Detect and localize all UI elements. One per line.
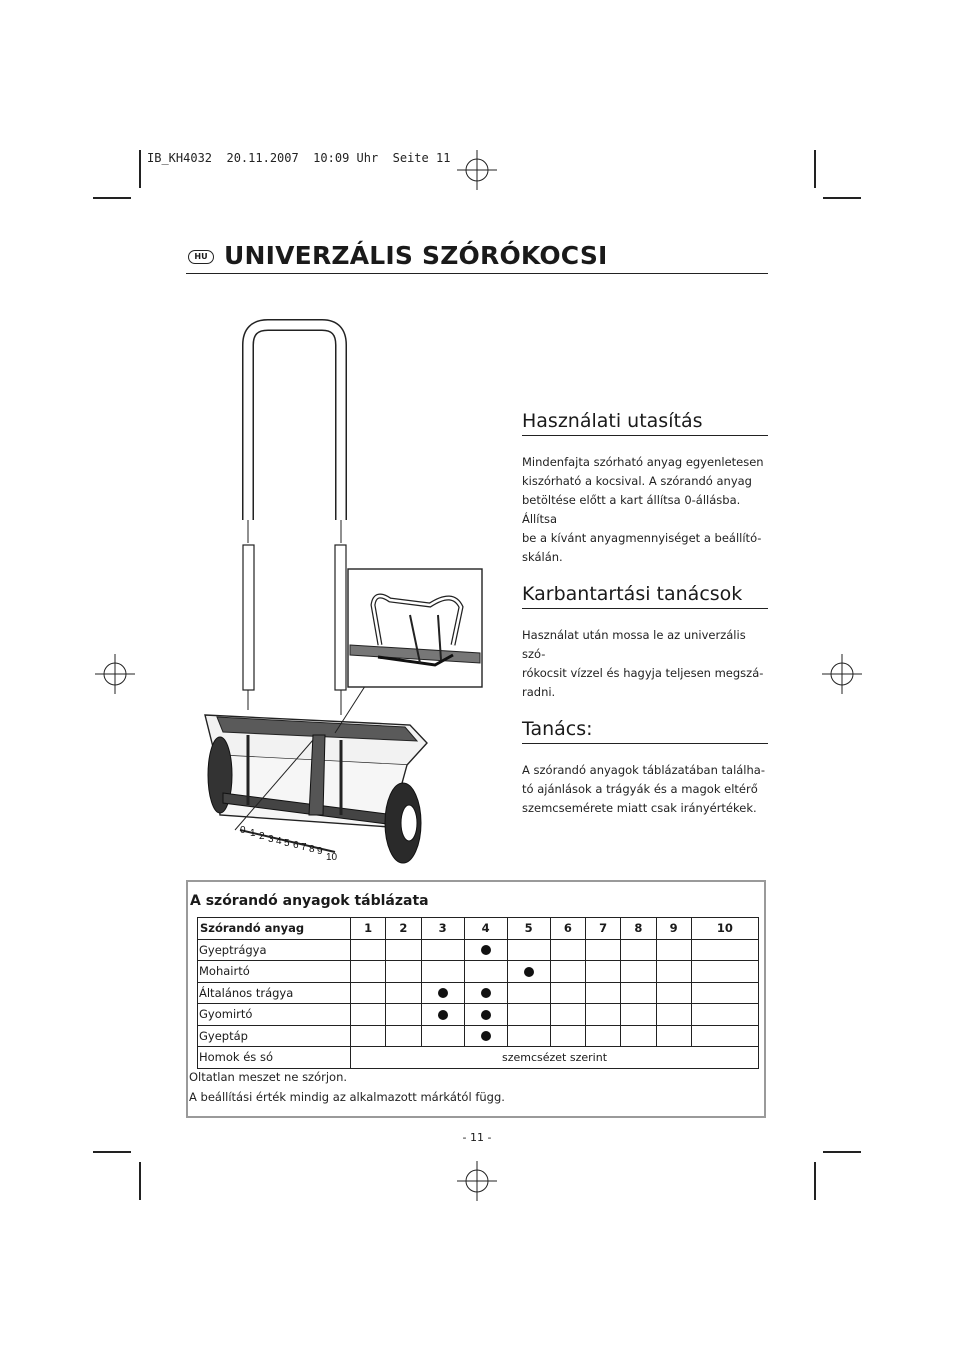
- language-badge: HU: [188, 250, 214, 264]
- recommended-setting-dot-icon: [438, 1010, 448, 1020]
- page-title: UNIVERZÁLIS SZÓRÓKOCSI: [224, 241, 608, 270]
- material-name: Gyeptrágya: [198, 939, 351, 961]
- setting-cell: [585, 982, 620, 1004]
- setting-cell: [550, 1004, 585, 1026]
- scale-label: 2: [259, 831, 265, 842]
- table-header-row: [198, 918, 759, 940]
- setting-cell: [464, 1025, 507, 1047]
- detail-inset: [348, 569, 482, 687]
- setting-cell: [421, 961, 464, 983]
- setting-cell: [464, 982, 507, 1004]
- section-heading-maintenance: Karbantartási tanácsok: [522, 581, 768, 609]
- setting-cell: [464, 961, 507, 983]
- setting-cell: [386, 982, 421, 1004]
- spreader-illustration: [195, 315, 490, 870]
- table-row: [198, 982, 759, 1004]
- registration-mark-left-icon: [95, 654, 135, 694]
- setting-cell: [386, 939, 421, 961]
- setting-cell: [351, 939, 386, 961]
- table-row: [198, 1004, 759, 1026]
- setting-cell: [656, 1025, 691, 1047]
- table-row: [198, 961, 759, 983]
- setting-cell: [621, 961, 656, 983]
- setting-cell: [656, 961, 691, 983]
- recommended-setting-dot-icon: [481, 1010, 491, 1020]
- setting-cell: [585, 1025, 620, 1047]
- scale-label: 6: [293, 840, 299, 851]
- header-setting: 4: [464, 918, 507, 940]
- setting-cell: [351, 1025, 386, 1047]
- setting-cell: [691, 939, 758, 961]
- recommended-setting-dot-icon: [481, 945, 491, 955]
- material-name: Gyomirtó: [198, 1004, 351, 1026]
- material-name: Homok és só: [198, 1047, 351, 1069]
- setting-cell: [386, 1004, 421, 1026]
- setting-cell: [691, 982, 758, 1004]
- header-setting: 1: [351, 918, 386, 940]
- recommended-setting-dot-icon: [481, 988, 491, 998]
- setting-cell: [621, 1025, 656, 1047]
- material-table: [197, 917, 759, 1069]
- section-heading-instructions: Használati utasítás: [522, 408, 768, 436]
- setting-cell: [507, 982, 550, 1004]
- section-body-tip: A szórandó anyagok táblázatában találha- tó ajánlások a trágyák és a magok eltérő szemcsemérete miatt csak irányértékek.: [522, 763, 765, 815]
- header-setting: 2: [386, 918, 421, 940]
- setting-cell: [386, 1025, 421, 1047]
- setting-cell: [550, 961, 585, 983]
- setting-cell: [421, 982, 464, 1004]
- setting-cell: [691, 1025, 758, 1047]
- table-note-lime: Oltatlan meszet ne szórjon.: [189, 1070, 348, 1084]
- setting-cell: [550, 939, 585, 961]
- section-body-maintenance: Használat után mossa le az univerzális szó- rókocsit vízzel és hagyja teljesen megszá- radni.: [522, 628, 764, 699]
- header-setting: 9: [656, 918, 691, 940]
- setting-cell: [656, 982, 691, 1004]
- scale-label: 5: [284, 838, 290, 849]
- setting-cell: [507, 1004, 550, 1026]
- setting-scale: [240, 825, 338, 863]
- setting-cell: [550, 982, 585, 1004]
- header-setting: 10: [691, 918, 758, 940]
- setting-cell: [351, 982, 386, 1004]
- scale-label: 4: [276, 836, 282, 847]
- setting-cell: [421, 939, 464, 961]
- table-note-brand: A beállítási érték mindig az alkalmazott márkától függ.: [189, 1090, 505, 1104]
- recommended-setting-dot-icon: [524, 967, 534, 977]
- header-setting: 8: [621, 918, 656, 940]
- setting-cell: [656, 939, 691, 961]
- setting-cell: [351, 1004, 386, 1026]
- setting-cell: [585, 961, 620, 983]
- scale-label: 1: [250, 828, 256, 839]
- registration-mark-top-icon: [457, 150, 497, 190]
- setting-cell: [507, 939, 550, 961]
- material-name: Mohairtó: [198, 961, 351, 983]
- printer-header: IB_KH4032 20.11.2007 10:09 Uhr Seite 11: [147, 151, 451, 165]
- scale-label: 0: [240, 825, 246, 836]
- setting-cell: [550, 1025, 585, 1047]
- material-name: Általános trágya: [198, 982, 351, 1004]
- setting-cell: [691, 961, 758, 983]
- grain-size-note: szemcsézet szerint: [351, 1047, 759, 1069]
- scale-label: 3: [268, 834, 274, 845]
- setting-cell: [507, 1025, 550, 1047]
- setting-cell: [621, 939, 656, 961]
- header-setting: 6: [550, 918, 585, 940]
- setting-cell: [585, 939, 620, 961]
- registration-mark-bottom-icon: [457, 1161, 497, 1201]
- table-row: [198, 1025, 759, 1047]
- section-heading-tip: Tanács:: [522, 716, 768, 744]
- setting-cell: [421, 1004, 464, 1026]
- scale-label: 8: [309, 844, 315, 855]
- setting-cell: [621, 1004, 656, 1026]
- setting-cell: [386, 961, 421, 983]
- recommended-setting-dot-icon: [438, 988, 448, 998]
- scale-label: 7: [301, 842, 307, 853]
- title-bar: [186, 240, 768, 274]
- section-body-instructions: Mindenfajta szórható anyag egyenletesen kiszórható a kocsival. A szórandó anyag betöltése előtt a kart állítsa 0-állásba. Állítsa be a kívánt anyagmennyiséget a beállító- skálán.: [522, 455, 764, 564]
- header-setting: 3: [421, 918, 464, 940]
- setting-cell: [691, 1004, 758, 1026]
- setting-cell: [656, 1004, 691, 1026]
- recommended-setting-dot-icon: [481, 1031, 491, 1041]
- table-row: [198, 939, 759, 961]
- setting-cell: [464, 1004, 507, 1026]
- table-row: [198, 1047, 759, 1069]
- page-number: - 11 -: [462, 1131, 492, 1144]
- setting-cell: [621, 982, 656, 1004]
- header-material: Szórandó anyag: [198, 918, 351, 940]
- registration-mark-right-icon: [822, 654, 862, 694]
- scale-label: 9: [317, 846, 323, 857]
- table-title: A szórandó anyagok táblázata: [190, 893, 429, 909]
- material-name: Gyeptáp: [198, 1025, 351, 1047]
- setting-cell: [507, 961, 550, 983]
- setting-cell: [351, 961, 386, 983]
- setting-cell: [464, 939, 507, 961]
- setting-cell: [585, 1004, 620, 1026]
- setting-cell: [421, 1025, 464, 1047]
- header-setting: 7: [585, 918, 620, 940]
- header-setting: 5: [507, 918, 550, 940]
- scale-label: 10: [326, 852, 338, 863]
